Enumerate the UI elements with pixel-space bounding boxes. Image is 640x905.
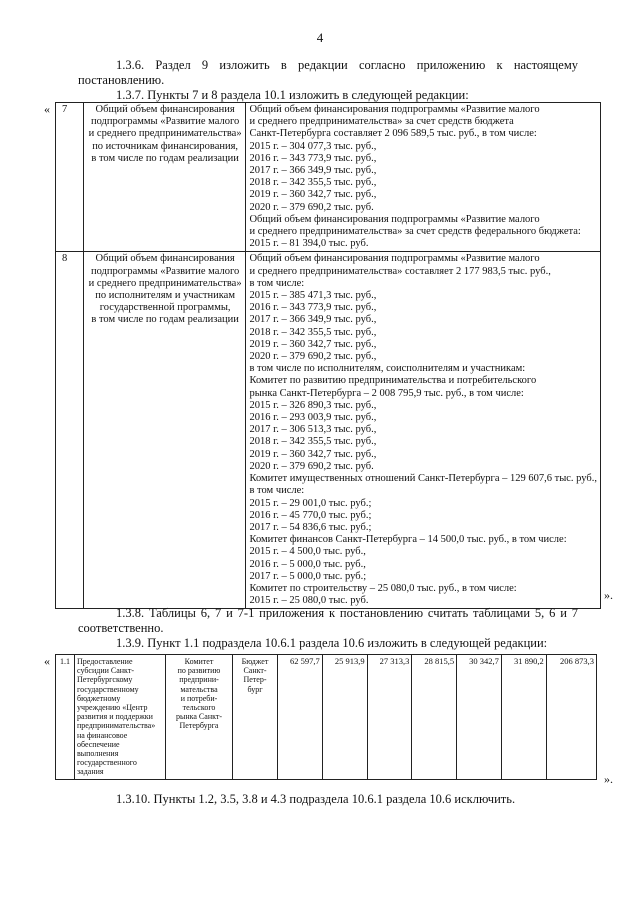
row-value: Общий объем финансирования подпрограммы «Развитие малого и среднего предпринимательства» составляет 2 177 983,5 тыс. руб., в том числе: 2015 г. – 385 471,3 тыс. руб., 2016 г. – 343 773,9 тыс. руб., 2017 г. – 366 349,9 тыс. руб., 2018 г. – 342 355,5 тыс. руб., 2019 г. – 360 342,7 тыс. руб., 2020 г. – 379 690,2 тыс. руб., в том числе по исполнителям, соисполнителям и участникам: Комитет по развитию предпринимательства и потребительского рынка Санкт-Петербурга – 2 008 795,9 тыс. руб., в том числе: 2015 г. – 326 890,3 тыс. руб., 2016 г. – 293 003,9 тыс. руб., 2017 г. – 306 513,3 тыс. руб., 2018 г. – 342 355,5 тыс. руб., 2019 г. – 360 342,7 тыс. руб., 2020 г. – 379 690,2 тыс. руб. Комитет имущественных отношений Санкт-Петербурга – 129 607,6 тыс. руб., в том числе: 2015 г. – 29 001,0 тыс. руб.; 2016 г. – 45 770,0 тыс. руб.; 2017 г. – 54 836,6 тыс. руб.; Комитет финансов Санкт-Петербурга – 14 500,0 тыс. руб., в том числе: 2015 г. – 4 500,0 тыс. руб., 2016 г. – 5 000,0 тыс. руб., 2017 г. – 5 000,0 тыс. руб.; Комитет по строительству – 25 080,0 тыс. руб., в том числе: 2015 г. – 25 080,0 тыс. руб.	[246, 252, 601, 609]
table-row	[56, 655, 597, 780]
row-number: 8	[56, 252, 84, 609]
opening-quote-2: «	[44, 654, 50, 668]
item-source: Бюджет Санкт- Петер- бург	[233, 655, 278, 780]
value-2015: 62 597,7	[278, 655, 323, 780]
subsidy-table	[55, 654, 597, 780]
page-number: 4	[316, 30, 324, 45]
closing-quote: ».	[604, 588, 613, 602]
paragraph-1-3-9: 1.3.9. Пункт 1.1 подраздела 10.6.1 раздела 10.6 изложить в следующей редакции:	[116, 636, 548, 650]
paragraph-1-3-6: 1.3.6. Раздел 9 изложить в редакции согласно приложению к настоящему постановлению.	[78, 58, 578, 87]
value-2020: 31 890,2	[501, 655, 546, 780]
row-number: 7	[56, 103, 84, 252]
item-executor: Комитет по развитию предприни- мательства и потреби- тельского рынка Санкт- Петербурга	[166, 655, 233, 780]
value-total: 206 873,3	[546, 655, 596, 780]
value-2016: 25 913,9	[322, 655, 367, 780]
table-row	[56, 103, 601, 252]
value-2019: 30 342,7	[457, 655, 502, 780]
funding-table	[55, 102, 601, 609]
row-value: Общий объем финансирования подпрограммы «Развитие малого и среднего предпринимательства» за счет средств бюджета Санкт-Петербурга составляет 2 096 589,5 тыс. руб., в том числе: 2015 г. – 304 077,3 тыс. руб., 2016 г. – 343 773,9 тыс. руб., 2017 г. – 366 349,9 тыс. руб., 2018 г. – 342 355,5 тыс. руб., 2019 г. – 360 342,7 тыс. руб., 2020 г. – 379 690,2 тыс. руб. Общий объем финансирования подпрограммы «Развитие малого и среднего предпринимательства» за счет средств федерального бюджета: 2015 г. – 81 394,0 тыс. руб.	[246, 103, 601, 252]
value-2017: 27 313,3	[367, 655, 412, 780]
paragraph-1-3-7: 1.3.7. Пункты 7 и 8 раздела 10.1 изложить в следующей редакции:	[116, 88, 469, 102]
row-label: Общий объем финансирования подпрограммы «Развитие малого и среднего предпринимательства» по источникам финансирования, в том числе по годам реализации	[83, 103, 246, 252]
row-label: Общий объем финансирования подпрограммы «Развитие малого и среднего предпринимательства» по исполнителям и участникам государственной программы, в том числе по годам реализации	[83, 252, 246, 609]
closing-quote-2: ».	[604, 772, 613, 786]
opening-quote: «	[44, 102, 50, 116]
value-2018: 28 815,5	[412, 655, 457, 780]
item-number: 1.1	[56, 655, 75, 780]
table-row	[56, 252, 601, 609]
paragraph-1-3-10: 1.3.10. Пункты 1.2, 3.5, 3.8 и 4.3 подраздела 10.6.1 раздела 10.6 исключить.	[116, 792, 516, 806]
paragraph-1-3-8: 1.3.8. Таблицы 6, 7 и 7-1 приложения к постановлению считать таблицами 5, 6 и 7 соответственно.	[78, 606, 578, 635]
item-description: Предоставление субсидии Санкт- Петербургскому государственному бюджетному учреждению «Центр развития и поддержки предпринимательства» на финансовое обеспечение выполнения государственного задания	[75, 655, 166, 780]
